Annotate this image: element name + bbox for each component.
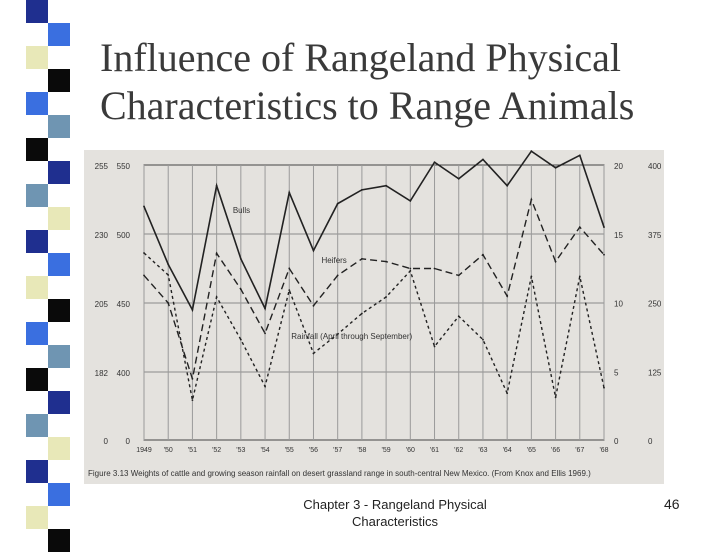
right-outer-tick-label: 375 [648, 230, 662, 240]
x-tick-label: '62 [454, 447, 464, 454]
data-point [458, 275, 460, 277]
data-point [579, 275, 581, 277]
data-point [288, 192, 290, 194]
x-tick-label: '51 [187, 447, 197, 454]
slide-title [100, 34, 710, 130]
data-point [434, 161, 436, 163]
strip-block [26, 276, 48, 299]
x-tick-label: '55 [284, 447, 294, 454]
data-point [143, 275, 145, 277]
strip-block [26, 92, 48, 115]
strip-block [26, 460, 48, 483]
data-point [361, 258, 363, 260]
strip-block [48, 345, 70, 368]
data-point [530, 150, 532, 152]
page-number: 46 [664, 496, 680, 512]
data-point [385, 261, 387, 263]
figure-caption: Figure 3.13 Weights of cattle and growing season rainfall on desert grassland range in south-central New Mexico. (From Knox and Ellis 1969.) [88, 469, 591, 478]
x-tick-label: '60 [405, 447, 415, 454]
data-point [506, 185, 508, 187]
heifers-line [144, 200, 604, 379]
x-tick-label: '58 [357, 447, 367, 454]
left-outer-tick-label: 205 [94, 300, 108, 309]
data-point [409, 270, 411, 272]
right-outer-tick-label: 0 [648, 437, 653, 446]
data-point [555, 261, 557, 263]
left-outer-tick-label: 230 [94, 231, 108, 240]
data-point [240, 339, 242, 341]
right-inner-tick-label: 15 [614, 230, 623, 240]
data-point [313, 305, 315, 307]
data-point [603, 254, 605, 256]
data-point [361, 189, 363, 191]
data-point [434, 346, 436, 348]
right-inner-tick-label: 0 [614, 437, 619, 446]
strip-block [26, 322, 48, 345]
strip-block [48, 207, 70, 230]
right-outer-tick-label: 400 [648, 162, 662, 171]
x-tick-label: '54 [260, 447, 270, 454]
series-label-bulls: Bulls [232, 206, 251, 215]
data-point [409, 200, 411, 202]
x-tick-label: '64 [502, 447, 512, 454]
x-tick-label: '68 [599, 447, 609, 454]
data-point [192, 309, 194, 311]
left-inner-tick-label: 0 [125, 437, 130, 446]
data-point [385, 296, 387, 298]
data-point [458, 315, 460, 317]
left-outer-tick-label: 0 [103, 437, 108, 446]
x-tick-label: '67 [575, 447, 585, 454]
data-point [482, 254, 484, 256]
data-point [216, 252, 218, 254]
right-inner-tick-label: 20 [614, 162, 623, 171]
x-tick-label: '59 [381, 447, 391, 454]
data-point [409, 268, 411, 270]
left-inner-tick-label: 400 [116, 369, 130, 378]
strip-block [48, 23, 70, 46]
left-inner-tick-label: 550 [116, 162, 130, 171]
data-point [167, 274, 169, 276]
data-point [530, 199, 532, 201]
right-outer-tick-label: 250 [648, 299, 662, 309]
left-outer-tick-label: 255 [94, 162, 108, 171]
left-inner-tick-label: 450 [116, 300, 130, 309]
data-point [603, 387, 605, 389]
data-point [434, 268, 436, 270]
data-point [240, 288, 242, 290]
series-label-rainfall: Rainfall (April through September) [291, 332, 413, 341]
slide-footer [260, 496, 530, 530]
data-point [482, 339, 484, 341]
side-decoration-strip [26, 0, 70, 540]
left-outer-tick-label: 182 [94, 369, 108, 378]
data-point [216, 296, 218, 298]
data-point [143, 252, 145, 254]
strip-block [48, 161, 70, 184]
slide-title-line-1: Influence of Rangeland Physical [100, 35, 621, 80]
slide-title-line-2: Characteristics to Range Animals [100, 83, 635, 128]
data-point [482, 159, 484, 161]
series-label-heifers: Heifers [321, 256, 347, 265]
chart-figure [84, 150, 664, 484]
data-point [167, 302, 169, 304]
data-point [555, 396, 557, 398]
x-tick-label: '50 [163, 447, 173, 454]
strip-block [48, 69, 70, 92]
data-point [337, 203, 339, 205]
left-inner-tick-label: 500 [116, 231, 130, 240]
data-point [385, 185, 387, 187]
strip-block [26, 0, 48, 23]
x-tick-label: '65 [526, 447, 536, 454]
strip-block [26, 46, 48, 69]
footer-line-2: Characteristics [352, 514, 438, 529]
data-point [337, 275, 339, 277]
data-point [288, 289, 290, 291]
data-point [579, 154, 581, 156]
data-point [143, 206, 145, 208]
data-point [603, 226, 605, 228]
data-point [192, 399, 194, 401]
x-tick-label: '66 [551, 447, 561, 454]
x-tick-label: '63 [478, 447, 488, 454]
strip-block [48, 483, 70, 506]
strip-block [48, 299, 70, 322]
x-tick-label: 1949 [136, 447, 152, 454]
data-point [264, 332, 266, 334]
data-point [288, 268, 290, 270]
data-point [240, 258, 242, 260]
strip-block [48, 391, 70, 414]
data-point [506, 392, 508, 394]
data-point [313, 250, 315, 252]
data-point [579, 226, 581, 228]
strip-block [26, 368, 48, 391]
right-inner-tick-label: 10 [614, 299, 623, 309]
data-point [530, 275, 532, 277]
data-point [555, 167, 557, 169]
data-point [264, 385, 266, 387]
data-point [361, 313, 363, 315]
x-tick-label: '57 [333, 447, 343, 454]
data-point [506, 295, 508, 297]
x-tick-label: '56 [308, 447, 319, 454]
strip-block [26, 138, 48, 161]
right-outer-tick-label: 125 [648, 368, 662, 378]
strip-block [26, 184, 48, 207]
chart-svg [84, 150, 664, 484]
strip-block [48, 115, 70, 138]
strip-block [48, 253, 70, 276]
x-tick-label: '61 [429, 447, 440, 454]
x-tick-label: '52 [212, 447, 222, 454]
data-point [216, 185, 218, 187]
strip-block [26, 506, 48, 529]
data-point [313, 352, 315, 354]
strip-block [48, 437, 70, 460]
strip-block [48, 529, 70, 552]
x-tick-label: '53 [236, 447, 246, 454]
data-point [264, 308, 266, 310]
data-point [458, 178, 460, 180]
data-point [167, 263, 169, 265]
strip-block [26, 230, 48, 253]
right-inner-tick-label: 5 [614, 368, 619, 378]
footer-line-1: Chapter 3 - Rangeland Physical [303, 497, 487, 512]
strip-block [26, 414, 48, 437]
data-point [192, 378, 194, 380]
bulls-line [144, 151, 604, 310]
